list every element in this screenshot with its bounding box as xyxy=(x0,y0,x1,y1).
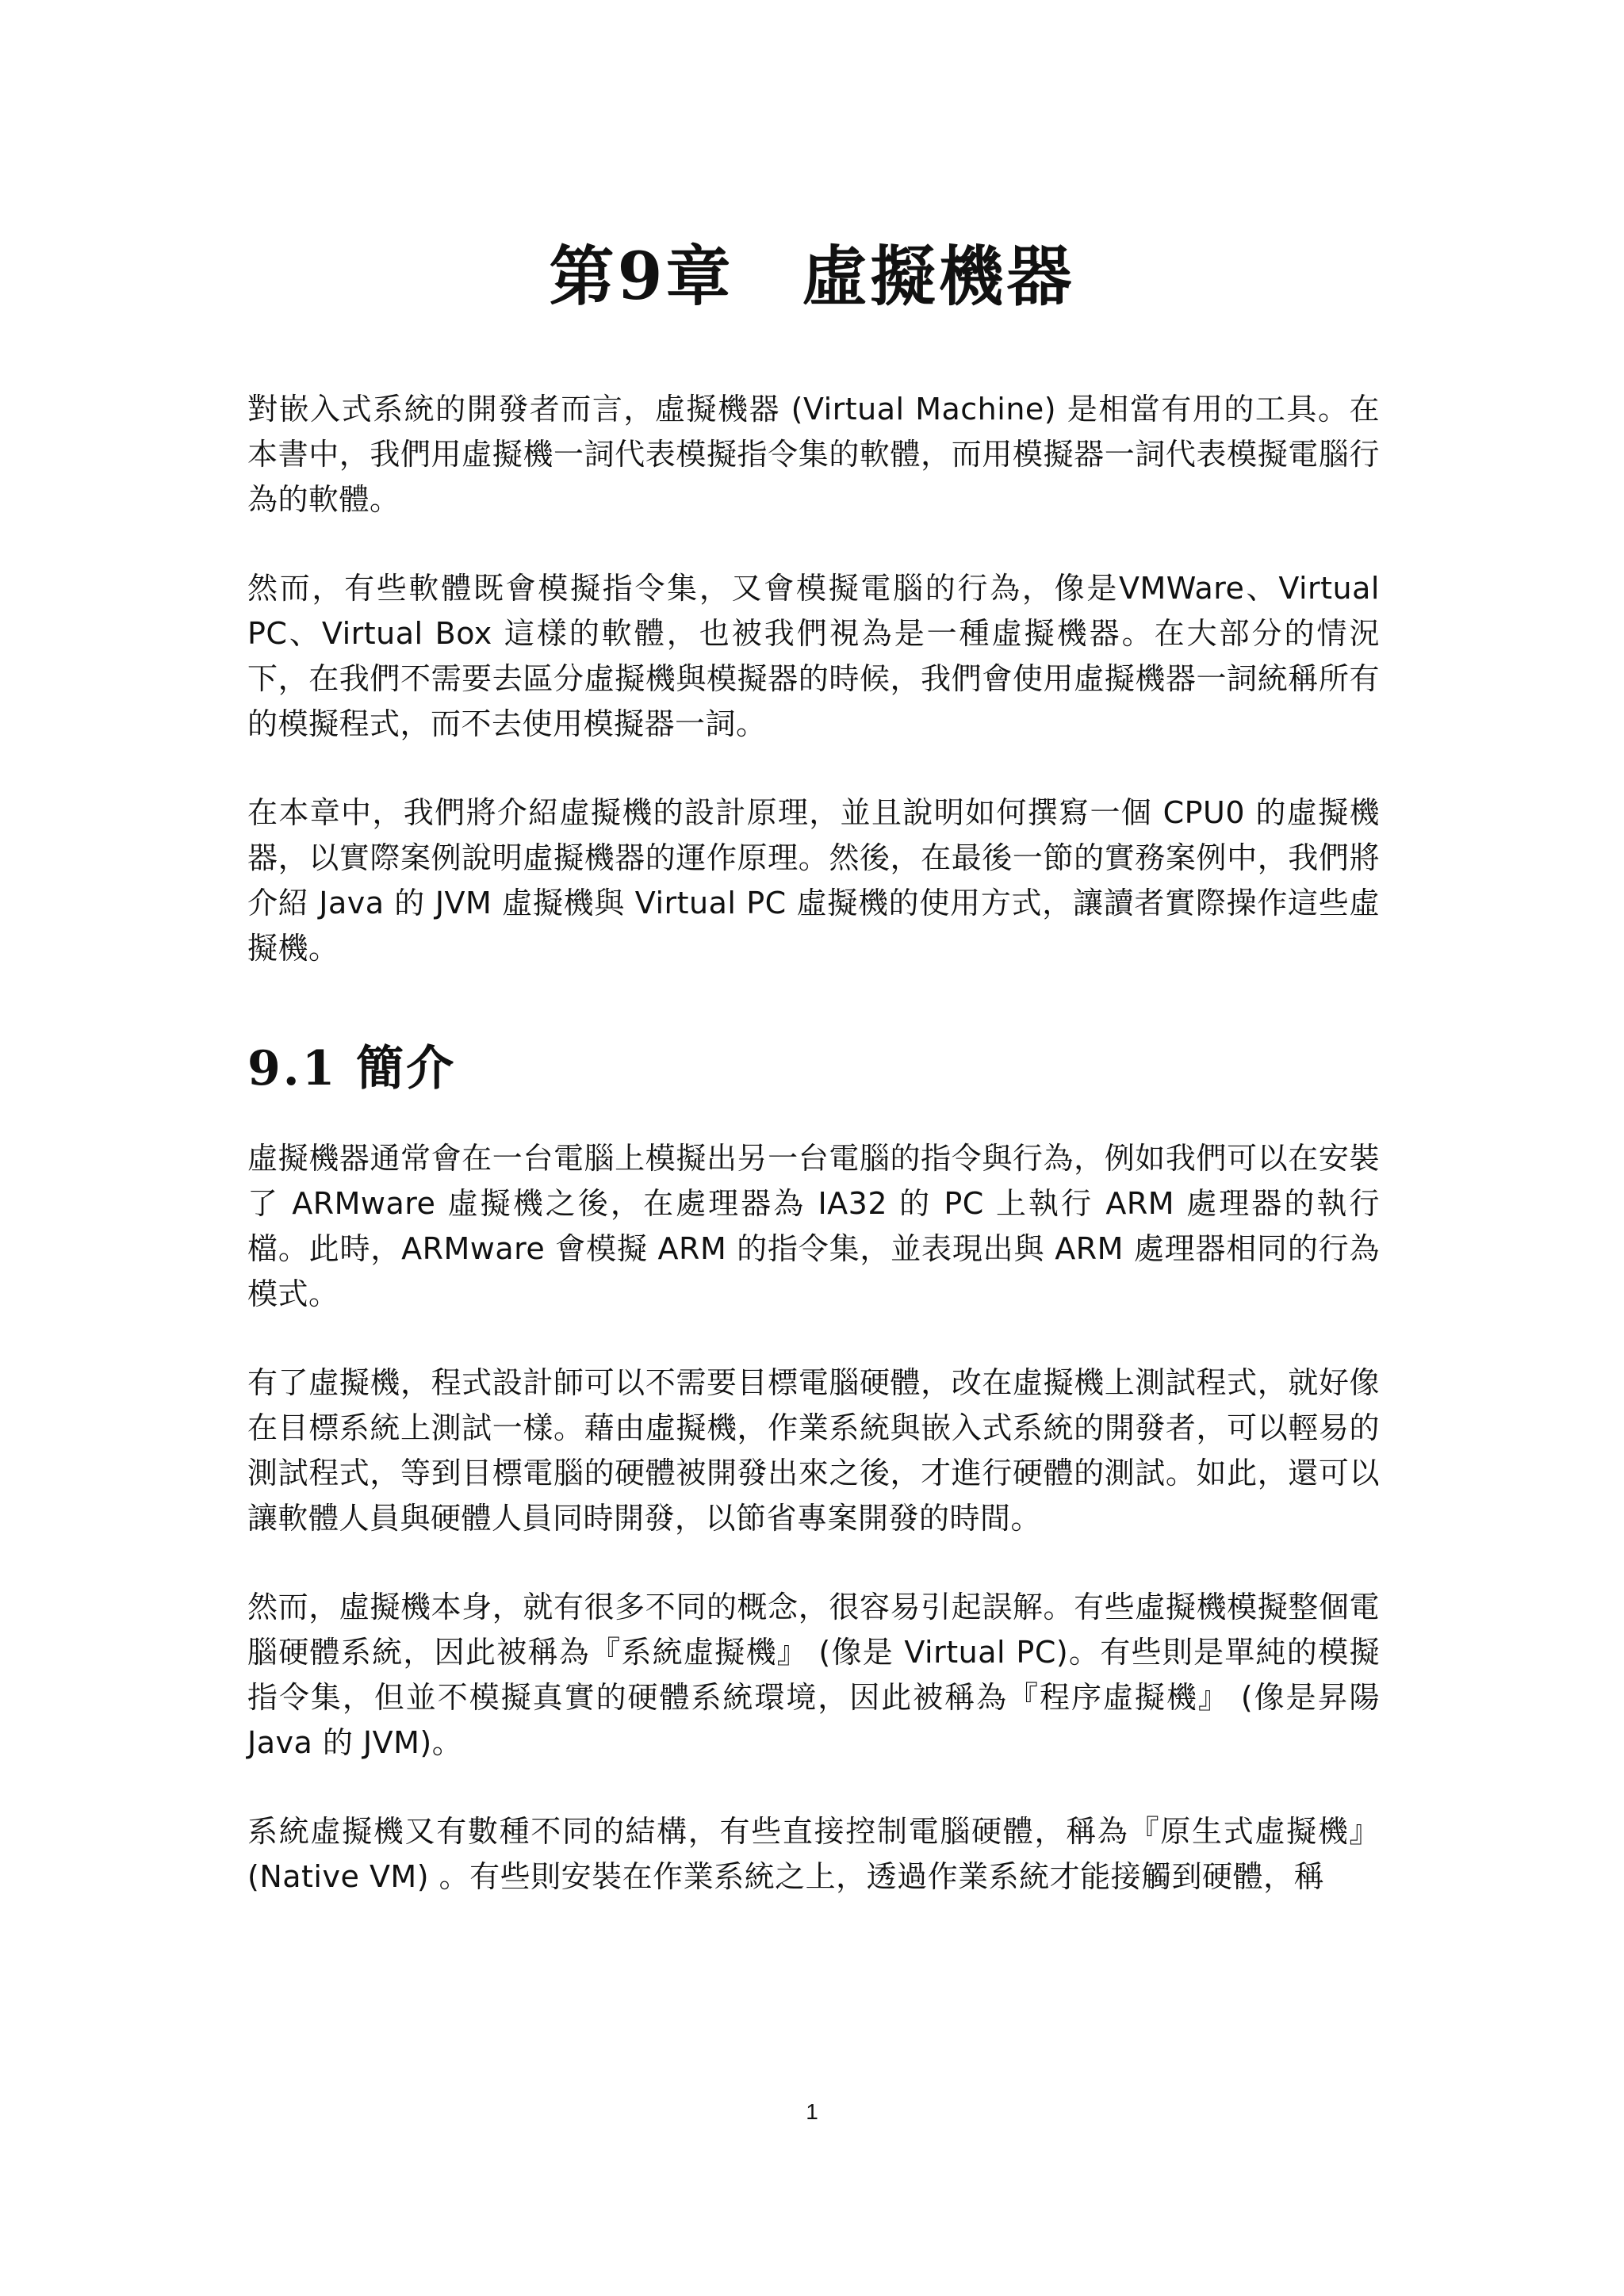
section-paragraph-4: 系統虛擬機又有數種不同的結構，有些直接控制電腦硬體，稱為『原生式虛擬機』(Native VM) 。有些則安裝在作業系統之上，透過作業系統才能接觸到硬體，稱 xyxy=(247,1814,1380,1894)
section-spacer xyxy=(247,971,1380,1033)
section-paragraph-3: 然而，虛擬機本身，就有很多不同的概念，很容易引起誤解。有些虛擬機模擬整個電腦硬體系統，因此被稱為『系統虛擬機』 (像是 Virtual PC)。有些則是單純的模擬指令集，但並不模擬真實的硬體系統環境，因此被稱為『程序虛擬機』 (像是昇陽 Java 的 JVM)。 xyxy=(247,1590,1380,1760)
section-paragraph-1: 虛擬機器通常會在一台電腦上模擬出另一台電腦的指令與行為，例如我們可以在安裝了 ARMware 虛擬機之後，在處理器為 IA32 的 PC 上執行 ARM 處理器的執行檔。此時，ARMware 會模擬 ARM 的指令集，並表現出與 ARM 處理器相同的行為模式。 xyxy=(247,1141,1380,1311)
section-paragraph-2: 有了虛擬機，程式設計師可以不需要目標電腦硬體，改在虛擬機上測試程式，就好像在目標系統上測試一樣。藉由虛擬機，作業系統與嵌入式系統的開發者，可以輕易的測試程式，等到目標電腦的硬體被開發出來之後，才進行硬體的測試。如此，還可以讓軟體人員與硬體人員同時開發，以節省專案開發的時間。 xyxy=(247,1365,1380,1536)
paragraph-spacer xyxy=(247,522,1380,566)
chapter-title: 第9章 虛擬機器 xyxy=(549,239,1075,315)
intro-paragraph-1: 對嵌入式系統的開發者而言，虛擬機器 (Virtual Machine) 是相當有用的工具。在本書中，我們用虛擬機一詞代表模擬指令集的軟體，而用模擬器一詞代表模擬電腦行為的軟體。 xyxy=(247,392,1380,517)
page-content xyxy=(247,387,1380,1900)
paragraph-spacer xyxy=(247,1317,1380,1360)
intro-paragraph-2: 然而，有些軟體既會模擬指令集，又會模擬電腦的行為，像是VMWare、Virtual PC、Virtual Box 這樣的軟體，也被我們視為是一種虛擬機器。在大部分的情況下，在我們不需要去區分虛擬機與模擬器的時候，我們會使用虛擬機器一詞統稱所有的模擬程式，而不去使用模擬器一詞。 xyxy=(247,571,1380,741)
paragraph-spacer xyxy=(247,747,1380,790)
section-title: 9.1 簡介 xyxy=(247,1041,457,1096)
intro-paragraph-3: 在本章中，我們將介紹虛擬機的設計原理，並且說明如何撰寫一個 CPU0 的虛擬機器，以實際案例說明虛擬機器的運作原理。然後，在最後一節的實務案例中，我們將介紹 Java 的 JVM 虛擬機與 Virtual PC 虛擬機的使用方式，讓讀者實際操作這些虛擬機。 xyxy=(247,795,1380,966)
paragraph-spacer xyxy=(247,1766,1380,1809)
section-title-spacer xyxy=(247,1104,1380,1136)
paragraph-spacer xyxy=(247,1541,1380,1585)
page-number: 1 xyxy=(806,2099,818,2124)
